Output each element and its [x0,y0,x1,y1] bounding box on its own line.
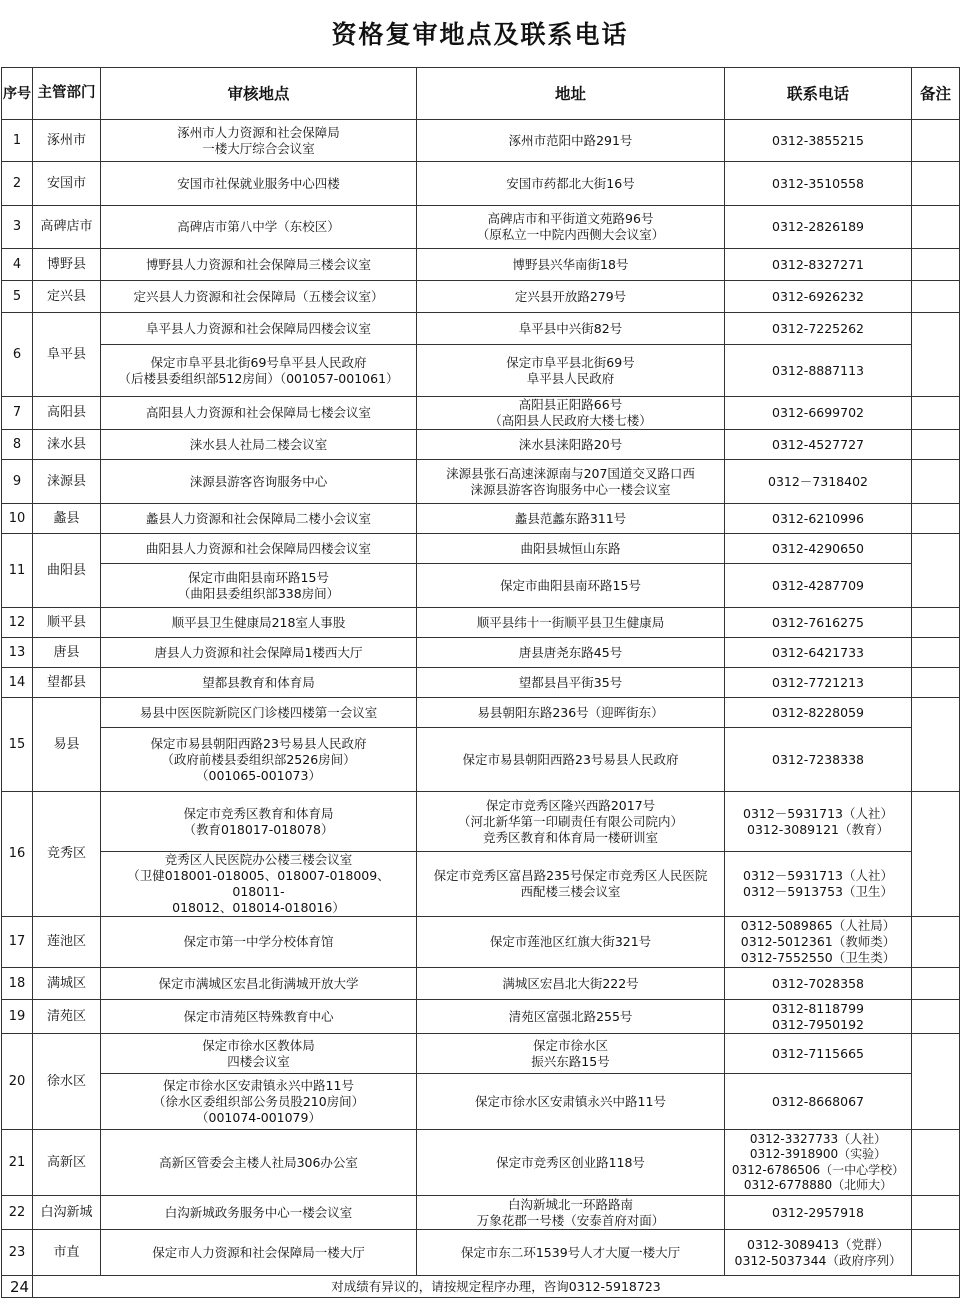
row-remark [912,120,960,162]
row-location: 定兴县人力资源和社会保障局（五楼会议室） [101,281,417,313]
header-location: 审核地点 [101,68,417,120]
row-phone: 0312-7238338 [725,728,912,792]
table-row [2,1000,960,1034]
row-address: 满城区宏昌北大街222号 [417,968,725,1000]
row-location: 高碑店市第八中学（东校区） [101,206,417,249]
row-address: 涞水县涞阳路20号 [417,430,725,460]
row-no: 22 [2,1196,33,1230]
row-dept: 高新区 [33,1130,101,1196]
table-row [2,460,960,504]
row-remark [912,698,960,792]
row-address: 望都县昌平街35号 [417,668,725,698]
row-address: 保定市阜平县北街69号 阜平县人民政府 [417,345,725,397]
row-phone: 0312-7721213 [725,668,912,698]
row-phone: 0312-3855215 [725,120,912,162]
row-dept: 曲阳县 [33,534,101,608]
row-location: 易县中医医院新院区门诊楼四楼第一会议室 [101,698,417,728]
row-remark [912,504,960,534]
row-phone: 0312-3327733（人社） 0312-3918900（实验） 0312-6786506（一中心学校） 0312-6778880（北师大） [725,1130,912,1196]
row-address: 保定市徐水区安肃镇永兴中路11号 [417,1074,725,1130]
row-phone: 0312-8118799 0312-7950192 [725,1000,912,1034]
row-dept: 涞源县 [33,460,101,504]
row-remark [912,668,960,698]
row-remark [912,638,960,668]
row-dept: 安国市 [33,162,101,206]
row-phone: 0312-8668067 [725,1074,912,1130]
row-address: 保定市竞秀区隆兴西路2017号 （河北新华第一印刷责任有限公司院内） 竞秀区教育和体育局一楼研训室 [417,792,725,852]
row-no: 12 [2,608,33,638]
row-remark [912,968,960,1000]
row-remark [912,917,960,968]
table-row [2,698,960,728]
row-phone: 0312-4290650 [725,534,912,564]
row-location: 保定市满城区宏昌北街满城开放大学 [101,968,417,1000]
row-address: 保定市竞秀区创业路118号 [417,1130,725,1196]
row-no: 8 [2,430,33,460]
row-dept: 高阳县 [33,397,101,430]
row-address: 保定市曲阳县南环路15号 [417,564,725,608]
row-no: 10 [2,504,33,534]
table-row [2,313,960,345]
row-address: 高碑店市和平街道文苑路96号 （原私立一中院内西侧大会议室） [417,206,725,249]
table-row [2,249,960,281]
row-location: 高阳县人力资源和社会保障局七楼会议室 [101,397,417,430]
row-address: 保定市徐水区 振兴东路15号 [417,1034,725,1074]
row-dept: 蠡县 [33,504,101,534]
row-phone: 0312-8228059 [725,698,912,728]
row-address: 清苑区富强北路255号 [417,1000,725,1034]
table-row [2,281,960,313]
row-dept: 徐水区 [33,1034,101,1130]
row-location: 唐县人力资源和社会保障局1楼西大厅 [101,638,417,668]
row-no: 17 [2,917,33,968]
row-location: 涿州市人力资源和社会保障局 一楼大厅综合会议室 [101,120,417,162]
row-no: 21 [2,1130,33,1196]
row-remark [912,430,960,460]
row-phone: 0312-7225262 [725,313,912,345]
row-no: 13 [2,638,33,668]
row-phone: 0312-8327271 [725,249,912,281]
row-remark [912,1130,960,1196]
table-row [2,792,960,852]
row-location: 保定市人力资源和社会保障局一楼大厅 [101,1230,417,1276]
table-row [2,564,960,608]
row-phone: 0312-3510558 [725,162,912,206]
table-row [2,638,960,668]
header-phone: 联系电话 [725,68,912,120]
table-row [2,852,960,917]
table-row [2,968,960,1000]
row-address: 顺平县纬十一街顺平县卫生健康局 [417,608,725,638]
table-row [2,608,960,638]
row-dept: 清苑区 [33,1000,101,1034]
header-dept: 主管部门 [33,68,101,120]
row-address: 阜平县中兴街82号 [417,313,725,345]
row-location: 安国市社保就业服务中心四楼 [101,162,417,206]
row-location: 保定市清苑区特殊教育中心 [101,1000,417,1034]
table-row [2,1230,960,1276]
row-no: 19 [2,1000,33,1034]
review-locations-table [1,67,960,1298]
table-row [2,917,960,968]
row-address: 唐县唐尧东路45号 [417,638,725,668]
row-address: 白沟新城北一环路路南 万象花郡一号楼（安泰首府对面） [417,1196,725,1230]
table-row [2,206,960,249]
row-dept: 莲池区 [33,917,101,968]
row-dept: 唐县 [33,638,101,668]
row-phone: 0312－5931713（人社） 0312-3089121（教育） [725,792,912,852]
row-location: 顺平县卫生健康局218室人事股 [101,608,417,638]
row-address: 定兴县开放路279号 [417,281,725,313]
row-address: 保定市东二环1539号人才大厦一楼大厅 [417,1230,725,1276]
row-dept: 定兴县 [33,281,101,313]
row-dept: 博野县 [33,249,101,281]
row-dept: 满城区 [33,968,101,1000]
row-dept: 顺平县 [33,608,101,638]
table-row [2,1196,960,1230]
row-remark [912,534,960,608]
row-no: 1 [2,120,33,162]
row-address: 易县朝阳东路236号（迎晖街东） [417,698,725,728]
row-location: 阜平县人力资源和社会保障局四楼会议室 [101,313,417,345]
row-location: 保定市第一中学分校体育馆 [101,917,417,968]
row-no: 4 [2,249,33,281]
table-row [2,430,960,460]
row-location: 博野县人力资源和社会保障局三楼会议室 [101,249,417,281]
row-no: 9 [2,460,33,504]
table-row [2,345,960,397]
row-remark [912,1196,960,1230]
table-row [2,728,960,792]
header-address: 地址 [417,68,725,120]
row-address: 高阳县正阳路66号 （高阳县人民政府大楼七楼） [417,397,725,430]
row-dept: 市直 [33,1230,101,1276]
row-no: 20 [2,1034,33,1130]
table-row [2,1034,960,1074]
row-location: 蠡县人力资源和社会保障局二楼小会议室 [101,504,417,534]
row-location: 曲阳县人力资源和社会保障局四楼会议室 [101,534,417,564]
row-address: 保定市竞秀区富昌路235号保定市竞秀区人民医院 西配楼三楼会议室 [417,852,725,917]
row-phone: 0312-7028358 [725,968,912,1000]
table-row [2,504,960,534]
row-phone: 0312－5931713（人社） 0312－5913753（卫生） [725,852,912,917]
row-no: 11 [2,534,33,608]
header-no: 序号 [2,68,33,120]
row-no: 5 [2,281,33,313]
row-phone: 0312-3089413（党群） 0312-5037344（政府序列） [725,1230,912,1276]
row-location: 保定市徐水区教体局 四楼会议室 [101,1034,417,1074]
table-row [2,1130,960,1196]
page-title: 资格复审地点及联系电话 [331,20,629,49]
table-header-row [2,68,960,120]
table-row [2,668,960,698]
row-phone: 0312-8887113 [725,345,912,397]
table-row [2,397,960,430]
row-no: 3 [2,206,33,249]
row-location: 保定市曲阳县南环路15号 （曲阳县委组织部338房间） [101,564,417,608]
row-phone: 0312-2957918 [725,1196,912,1230]
row-remark [912,608,960,638]
table-row [2,120,960,162]
row-no: 23 [2,1230,33,1276]
row-address: 博野县兴华南街18号 [417,249,725,281]
row-phone: 0312-6926232 [725,281,912,313]
row-phone: 0312-4527727 [725,430,912,460]
row-remark [912,249,960,281]
row-no: 6 [2,313,33,397]
row-phone: 0312-5089865（人社局） 0312-5012361（教师类） 0312-7552550（卫生类） [725,917,912,968]
row-remark [912,792,960,917]
row-phone: 0312-4287709 [725,564,912,608]
row-location: 高新区管委会主楼人社局306办公室 [101,1130,417,1196]
row-address: 蠡县范蠡东路311号 [417,504,725,534]
row-dept: 白沟新城 [33,1196,101,1230]
row-no: 18 [2,968,33,1000]
row-remark [912,281,960,313]
row-phone: 0312-7616275 [725,608,912,638]
row-dept: 竞秀区 [33,792,101,917]
row-remark [912,313,960,397]
row-dept: 望都县 [33,668,101,698]
footer-no: 24 [2,1276,33,1298]
row-location: 望都县教育和体育局 [101,668,417,698]
row-remark [912,397,960,430]
row-location: 竞秀区人民医院办公楼三楼会议室 （卫健018001-018005、018007-018009、018011- 018012、018014-018016） [101,852,417,917]
row-dept: 涞水县 [33,430,101,460]
row-phone: 0312-2826189 [725,206,912,249]
row-address: 保定市易县朝阳西路23号易县人民政府 [417,728,725,792]
row-no: 14 [2,668,33,698]
row-dept: 涿州市 [33,120,101,162]
row-remark [912,1230,960,1276]
row-address: 安国市药都北大街16号 [417,162,725,206]
row-remark [912,162,960,206]
row-dept: 易县 [33,698,101,792]
table-row [2,162,960,206]
row-location: 涞源县游客咨询服务中心 [101,460,417,504]
table-footer-row [2,1276,960,1298]
row-address: 保定市莲池区红旗大街321号 [417,917,725,968]
row-no: 16 [2,792,33,917]
row-location: 保定市徐水区安肃镇永兴中路11号 （徐水区委组织部公务员股210房间） （001074-001079） [101,1074,417,1130]
row-no: 15 [2,698,33,792]
row-phone: 0312-6699702 [725,397,912,430]
header-remark: 备注 [912,68,960,120]
row-no: 7 [2,397,33,430]
footer-note: 对成绩有异议的，请按规定程序办理，咨询0312-5918723 [33,1276,960,1298]
row-location: 涞水县人社局二楼会议室 [101,430,417,460]
row-address: 涿州市范阳中路291号 [417,120,725,162]
row-no: 2 [2,162,33,206]
row-location: 保定市竞秀区教育和体育局 （教育018017-018078） [101,792,417,852]
table-row [2,1074,960,1130]
row-location: 保定市阜平县北街69号阜平县人民政府 （后楼县委组织部512房间）（001057-001061） [101,345,417,397]
row-remark [912,206,960,249]
row-address: 涞源县张石高速涞源南与207国道交叉路口西 涞源县游客咨询服务中心一楼会议室 [417,460,725,504]
row-remark [912,1000,960,1034]
row-dept: 高碑店市 [33,206,101,249]
row-location: 白沟新城政务服务中心一楼会议室 [101,1196,417,1230]
row-location: 保定市易县朝阳西路23号易县人民政府 （政府前楼县委组织部2526房间） （001065-001073） [101,728,417,792]
row-remark [912,1034,960,1130]
row-phone: 0312－7318402 [725,460,912,504]
table-row [2,534,960,564]
row-phone: 0312-6210996 [725,504,912,534]
row-phone: 0312-7115665 [725,1034,912,1074]
row-dept: 阜平县 [33,313,101,397]
row-phone: 0312-6421733 [725,638,912,668]
row-remark [912,460,960,504]
row-address: 曲阳县城恒山东路 [417,534,725,564]
